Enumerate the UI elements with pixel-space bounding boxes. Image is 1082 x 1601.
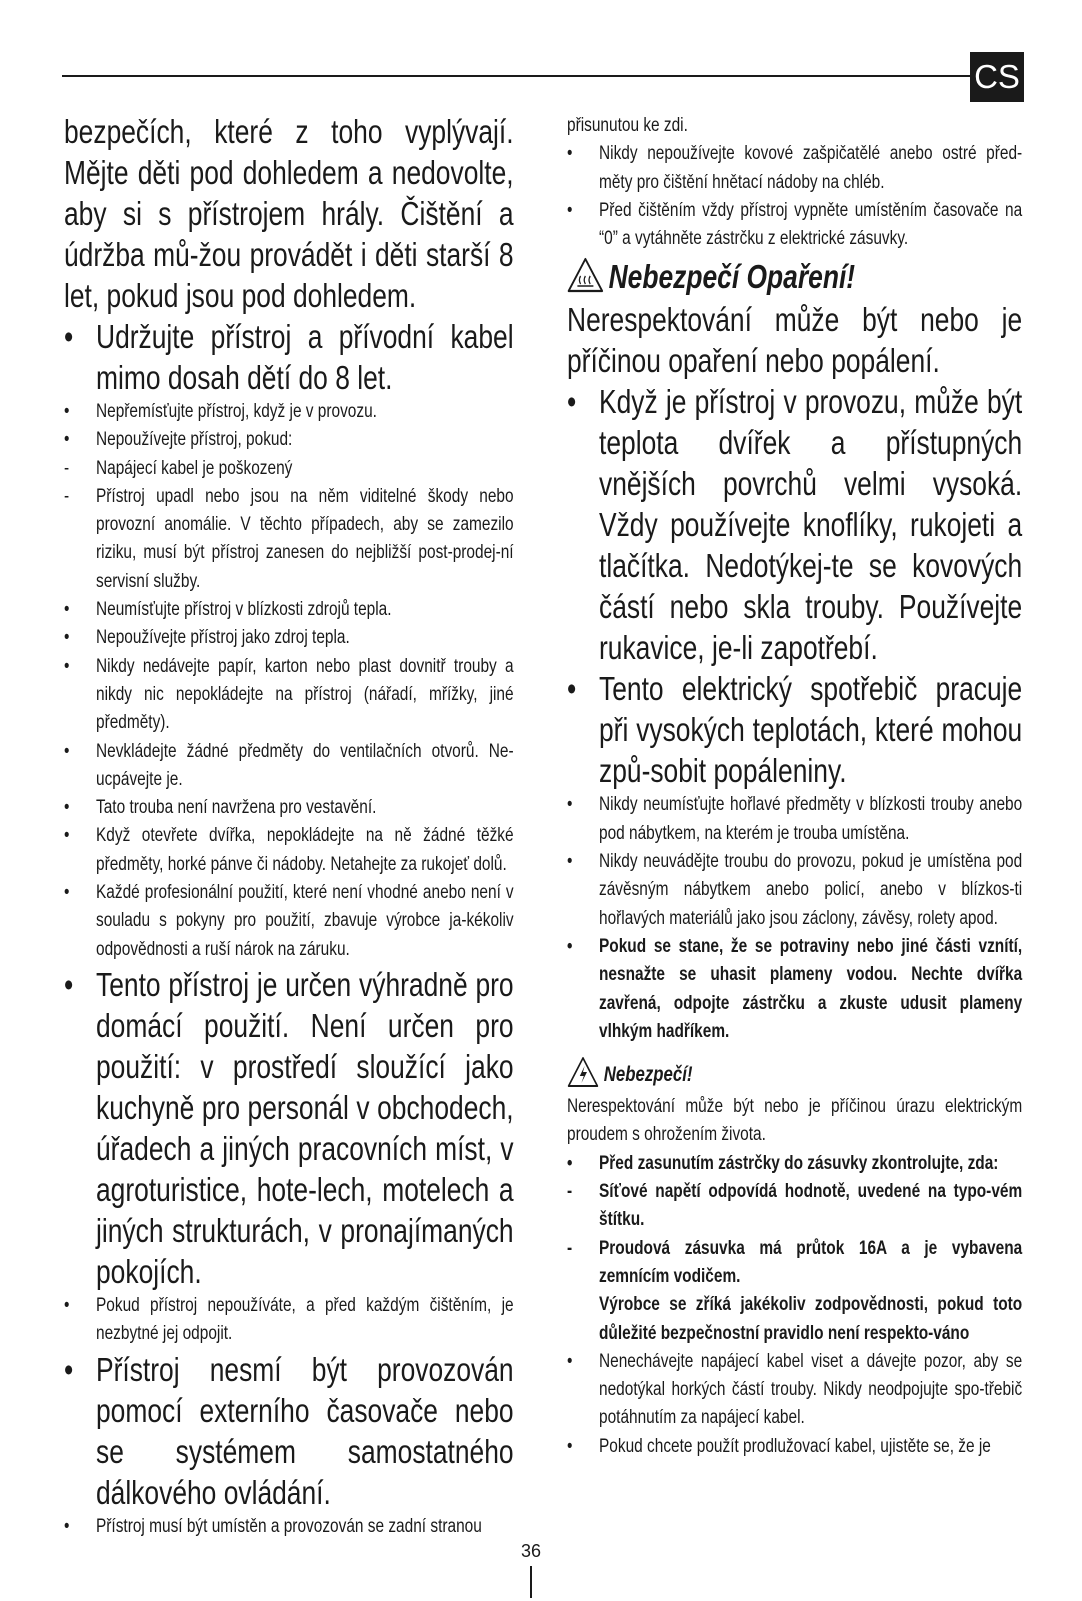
continued-text xyxy=(64,111,514,316)
item-text: Udržujte přístroj a přívodní kabel mimo dosah dětí do 8 let. xyxy=(96,318,514,396)
list-item xyxy=(64,653,514,738)
item-text: Když otevřete dvířka, nepokládejte na ně žádné těžké předměty, horké pánve či nádoby. Netahejte za rukojeť dolů. xyxy=(96,825,514,875)
burn-warning-list xyxy=(567,381,1022,1046)
item-text: Síťové napětí odpovídá hodnotě, uvedené na typo-vém štítku. xyxy=(599,1181,1023,1231)
bullet-marker: • xyxy=(567,1435,573,1457)
item-text: Nikdy neumísťujte hořlavé předměty v blízkosti trouby anebo pod nábytkem, na kterém je trouba umístěna. xyxy=(599,794,1023,844)
burn-warning-intro: Nerespektování může být nebo je příčinou opaření nebo popálení. xyxy=(567,301,1023,380)
item-text: Nepřemísťujte přístroj, když je v provozu. xyxy=(96,401,377,422)
item-text: Přístroj musí být umístěn a provozován se zadní stranou xyxy=(96,1515,482,1537)
dash-marker: - xyxy=(567,1237,573,1259)
item-text: Nevkládejte žádné předměty do ventilačních otvorů. Ne-ucpávejte je. xyxy=(96,740,514,790)
bullet-marker: • xyxy=(64,740,70,762)
item-text: Přístroj nesmí být provozován pomocí externího časovače nebo se systémem samostatného dálkového ovládání. xyxy=(96,1350,514,1511)
list-item xyxy=(64,1292,514,1349)
item-text: Nikdy neuvádějte troubu do provozu, pokud je umístěna pod závěsným nábytkem anebo policí, anebo v blízkos-ti hořlavých materiálů jako jsou záclony, závěsy, rolety apod. xyxy=(599,851,1023,929)
bullet-marker: • xyxy=(64,1294,70,1316)
right-column xyxy=(567,112,1022,1461)
item-text: Před čištěním vždy přístroj vypněte umístěním časovače na “0” a vytáhněte zástrčku z elektrické zásuvky. xyxy=(599,199,1023,250)
bullet-marker: • xyxy=(567,383,577,421)
bullet-marker: • xyxy=(64,655,70,677)
item-text: Výrobce se zříká jakékoliv zodpovědnosti, pokud toto důležité bezpečnostní pravidlo není respekto-váno xyxy=(599,1294,1023,1344)
item-text: Přístroj upadl nebo jsou na něm viditelné škody nebo provozní anomálie. V těchto případech, aby se zamezilo riziku, musí být přístroj zanesen do nejbližší post-prodej-ní servisní služby. xyxy=(96,485,514,592)
right-top-list xyxy=(567,112,1022,253)
list-item xyxy=(64,624,514,652)
item-text: Nenechávejte napájecí kabel viset a dávejte pozor, aby se nedotýkal horkých částí trouby. Nikdy neodpojujte spo-třebič potáhnutím za napájecí kabel. xyxy=(599,1350,1023,1429)
list-item xyxy=(567,381,1022,668)
burn-warning-title: Nebezpečí Opaření! xyxy=(608,258,856,296)
language-badge: CS xyxy=(970,52,1024,102)
list-item xyxy=(567,848,1022,933)
bullet-marker: • xyxy=(64,965,74,1003)
bullet-marker: • xyxy=(64,882,70,904)
list-item xyxy=(567,933,1022,1046)
list-item xyxy=(64,398,514,426)
list-item xyxy=(64,316,514,398)
item-text: Když je přístroj v provozu, může být teplota dvířek a přístupných vnějších povrchů velmi vysoká. Vždy používejte knoflíky, rukojeti a tlačítka. Nedotýkej-te se kovových částí nebo skla trouby. Používejte rukavice, je-li zapotřebí. xyxy=(599,383,1023,667)
list-item xyxy=(64,426,514,454)
electric-warning-intro: Nerespektování může být nebo je příčinou úrazu elektrickým proudem s ohrožením života. xyxy=(567,1096,1023,1146)
item-text: Neumísťujte přístroj v blízkosti zdrojů tepla. xyxy=(96,599,392,621)
electric-warning-title: Nebezpečí! xyxy=(603,1062,693,1086)
bullet-marker: • xyxy=(64,429,70,451)
bullet-marker: • xyxy=(567,670,577,708)
bullet-marker: • xyxy=(64,1515,70,1537)
bullet-marker: • xyxy=(567,1350,573,1372)
list-item xyxy=(64,794,514,822)
list-item xyxy=(567,1291,1022,1348)
list-item xyxy=(64,822,514,879)
item-text: bezpečích, které z toho vyplývají. Mějte děti pod dohledem a nedovolte, aby si s přístrojem hrály. Čištění a údržba mů-žou provádět i děti starší 8 let, pokud jsou pod dohledem. xyxy=(64,113,514,314)
dash-item xyxy=(64,483,514,596)
bullet-marker: • xyxy=(567,935,573,957)
electric-shock-warning-icon xyxy=(567,1056,599,1093)
dash-marker: - xyxy=(64,457,70,479)
list-item xyxy=(567,668,1022,791)
item-text: Nepoužívejte přístroj, pokud: xyxy=(96,429,293,451)
dash-item xyxy=(567,1235,1022,1292)
burn-warning-heading xyxy=(567,255,1022,299)
item-text: Tato trouba není navržena pro vestavění. xyxy=(96,797,377,819)
bullet-marker: • xyxy=(64,825,70,847)
dash-item xyxy=(567,1178,1022,1235)
item-text: Napájecí kabel je poškozený xyxy=(96,457,293,479)
list-item xyxy=(64,879,514,964)
item-text: Tento přístroj je určen výhradně pro domácí použití. Není určen pro použití: v prostředí sloužící jako kuchyně pro personál v obchodech, úřadech a jiných pracovních míst, v agroturistice, hote-lech, motelech a jiných strukturách, v pronajímaných pokojích. xyxy=(96,965,514,1290)
list-item xyxy=(64,1349,514,1513)
bullet-marker: • xyxy=(567,794,573,816)
item-text: Pokud přístroj nepoužíváte, a před každým čištěním, je nezbytné jej odpojit. xyxy=(96,1294,514,1345)
bullet-marker: • xyxy=(567,1152,573,1174)
list-item xyxy=(64,596,514,624)
list-item xyxy=(567,197,1022,254)
list-item xyxy=(567,1433,1022,1461)
dash-item xyxy=(64,455,514,483)
item-text: přisunutou ke zdi. xyxy=(567,115,688,136)
item-text: Proudová zásuvka má průtok 16A a je vybavena zemnícím vodičem. xyxy=(599,1237,1023,1287)
dash-marker: - xyxy=(567,1181,573,1203)
list-item xyxy=(567,791,1022,848)
item-text: Nepoužívejte přístroj jako zdroj tepla. xyxy=(96,627,350,649)
list-item xyxy=(567,1348,1022,1433)
item-text: Před zasunutím zástrčky do zásuvky zkontrolujte, zda: xyxy=(599,1152,999,1174)
list-item xyxy=(64,964,514,1292)
continued-text xyxy=(567,112,1022,140)
dash-marker: - xyxy=(64,485,70,507)
list-item xyxy=(64,738,514,795)
bullet-marker: • xyxy=(567,851,573,873)
hot-surface-warning-icon xyxy=(567,257,604,298)
list-item xyxy=(567,140,1022,197)
bullet-marker: • xyxy=(64,401,70,422)
bullet-marker: • xyxy=(64,797,70,819)
item-text: Nikdy nepoužívejte kovové zašpičatělé anebo ostré před-měty pro čištění hnětací nádoby na chléb. xyxy=(599,143,1023,193)
bullet-marker: • xyxy=(567,143,573,165)
bullet-marker: • xyxy=(64,627,70,649)
item-text: Každé profesionální použití, které není vhodné anebo není v souladu s pokyny pro použití, zbavuje výrobce ja-kékoliv odpovědnosti a ruší nárok na záruku. xyxy=(96,882,514,960)
bullet-marker: • xyxy=(64,599,70,621)
footer-rule xyxy=(530,1566,532,1598)
bullet-marker: • xyxy=(64,1350,74,1388)
item-text: Tento elektrický spotřebič pracuje při vysokých teplotách, které mohou způ-sobit popáleniny. xyxy=(599,670,1023,790)
header-rule xyxy=(62,75,972,77)
bullet-marker: • xyxy=(567,199,573,221)
electric-warning-list xyxy=(567,1150,1022,1461)
page-number: 36 xyxy=(521,1541,542,1561)
item-text: Pokud chcete použít prodlužovací kabel, ujistěte se, že je xyxy=(599,1435,991,1457)
electric-warning-heading xyxy=(567,1056,1022,1093)
item-text: Pokud se stane, že se potraviny nebo jiné části vznítí, nesnažte se uhasit plameny vodou. Nechte dvířka zavřená, odpojte zástrčku a zkuste udusit plameny vlhkým hadříkem. xyxy=(599,935,1023,1042)
list-item xyxy=(64,1513,514,1541)
list-item xyxy=(567,1150,1022,1178)
bullet-marker: • xyxy=(64,318,74,355)
left-column xyxy=(64,111,514,1541)
item-text: Nikdy nedávejte papír, karton nebo plast dovnitř trouby a nikdy nic nepokládejte na přístroj (nářadí, mřížky, jiné předměty). xyxy=(96,655,514,734)
